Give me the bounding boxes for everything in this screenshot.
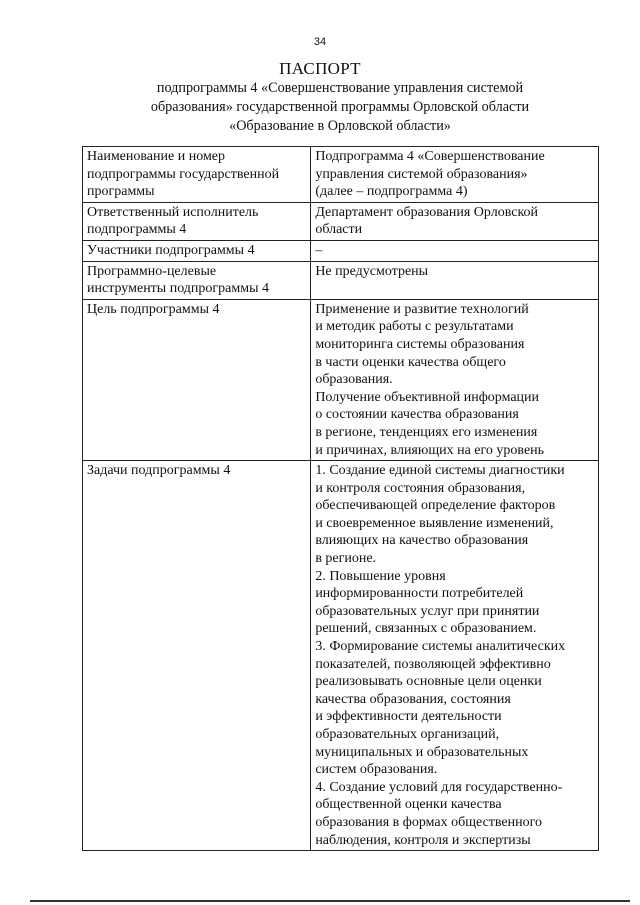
row-value-line: и контроля состояния образования, — [315, 480, 526, 496]
row-value-line: муниципальных и образовательных — [315, 744, 529, 760]
row-value-line: показателей, позволяющей эффективно — [315, 656, 551, 672]
row-value-line: – — [315, 242, 323, 258]
row-value-line: и методик работы с результатами — [315, 319, 514, 335]
row-value-line: 3. Формирование системы аналитических — [315, 639, 566, 655]
row-name-cell — [83, 202, 311, 240]
row-value-line: в части оценки качества общего — [315, 354, 506, 370]
row-value-cell — [311, 202, 599, 240]
row-value-cell — [311, 261, 599, 299]
row-value-line: 4. Создание условий для государственно- — [315, 779, 563, 795]
row-name-line: подпрограммы государственной — [87, 166, 280, 182]
table-row — [83, 202, 599, 240]
row-name-cell — [83, 147, 311, 203]
row-value-line: общественной оценки качества — [315, 797, 502, 813]
row-name-cell — [83, 299, 311, 460]
row-value-line: Получение объективной информации — [315, 389, 540, 405]
row-value-line: 1. Создание единой системы диагностики — [315, 463, 565, 479]
row-value-line: образовательных услуг при принятии — [315, 603, 540, 619]
row-name-cell — [83, 261, 311, 299]
row-value-cell — [311, 240, 599, 261]
row-value-line: Департамент образования Орловской — [315, 204, 539, 220]
row-name-cell — [83, 240, 311, 261]
subtitle-line: «Образование в Орловской области» — [229, 118, 451, 134]
subtitle-line: подпрограммы 4 «Совершенствование управления системой — [156, 80, 524, 96]
subtitle-line: образования» государственной программы Орловской области — [150, 99, 530, 115]
row-name-line: программы — [87, 184, 155, 200]
row-name-line: Программно-целевые — [87, 263, 217, 279]
row-value-line: качества образования, состояния — [315, 691, 511, 707]
row-name-line: Ответственный исполнитель — [87, 204, 259, 220]
row-value-line: и эффективности деятельности — [315, 709, 502, 725]
table-row — [83, 147, 599, 203]
row-value-line: Не предусмотрены — [315, 263, 429, 279]
row-name-line: Задачи подпрограммы 4 — [87, 463, 231, 479]
row-value-line: управления системой образования» — [315, 166, 528, 182]
row-value-line: образования. — [315, 372, 393, 388]
table-row — [83, 461, 599, 851]
row-value-line: влияющих на качество образования — [315, 533, 529, 549]
row-value-cell — [311, 299, 599, 460]
document-subtitle — [110, 79, 570, 136]
row-value-line: в регионе, тенденциях его изменения — [315, 424, 538, 440]
table-row — [83, 299, 599, 460]
page-bottom-edge — [30, 900, 630, 902]
row-value-line: систем образования. — [315, 762, 438, 778]
row-value-line: наблюдения, контроля и экспертизы — [315, 832, 531, 848]
row-value-line: и причинах, влияющих на его уровень — [315, 442, 545, 458]
row-value-line: (далее – подпрограмма 4) — [315, 184, 468, 200]
row-value-line: мониторинга системы образования — [315, 336, 525, 352]
row-name-line: Участники подпрограммы 4 — [87, 242, 255, 258]
table-row — [83, 240, 599, 261]
row-value-line: образовательных организаций, — [315, 727, 500, 742]
row-value-cell — [311, 147, 599, 203]
row-value-line: решений, связанных с образованием. — [315, 621, 537, 637]
row-value-line: и своевременное выявление изменений, — [315, 515, 554, 531]
row-name-line: подпрограммы 4 — [87, 222, 187, 238]
row-value-line: о состоянии качества образования — [315, 407, 519, 423]
row-value-line: в регионе. — [315, 551, 377, 567]
row-value-line: Подпрограмма 4 «Совершенствование — [315, 149, 545, 164]
row-value-line: информированности потребителей — [315, 586, 524, 602]
row-name-line: Наименование и номер — [87, 149, 226, 164]
table-row — [83, 261, 599, 299]
row-name-line: Цель подпрограммы 4 — [87, 301, 220, 317]
row-value-line: области — [315, 222, 363, 238]
page-number: 34 — [313, 36, 327, 48]
row-value-line: 2. Повышение уровня — [315, 568, 446, 584]
passport-table-body — [83, 147, 599, 851]
document-title: ПАСПОРТ — [279, 59, 361, 78]
row-value-line: обеспечивающей определение факторов — [315, 498, 556, 514]
row-value-line: Применение и развитие технологий — [315, 301, 529, 317]
passport-table — [82, 146, 599, 851]
row-value-line: образования в формах общественного — [315, 814, 543, 830]
row-value-cell — [311, 461, 599, 851]
row-value-line: реализовывать основные цели оценки — [315, 674, 542, 690]
row-name-cell — [83, 461, 311, 851]
row-name-line: инструменты подпрограммы 4 — [87, 281, 269, 297]
